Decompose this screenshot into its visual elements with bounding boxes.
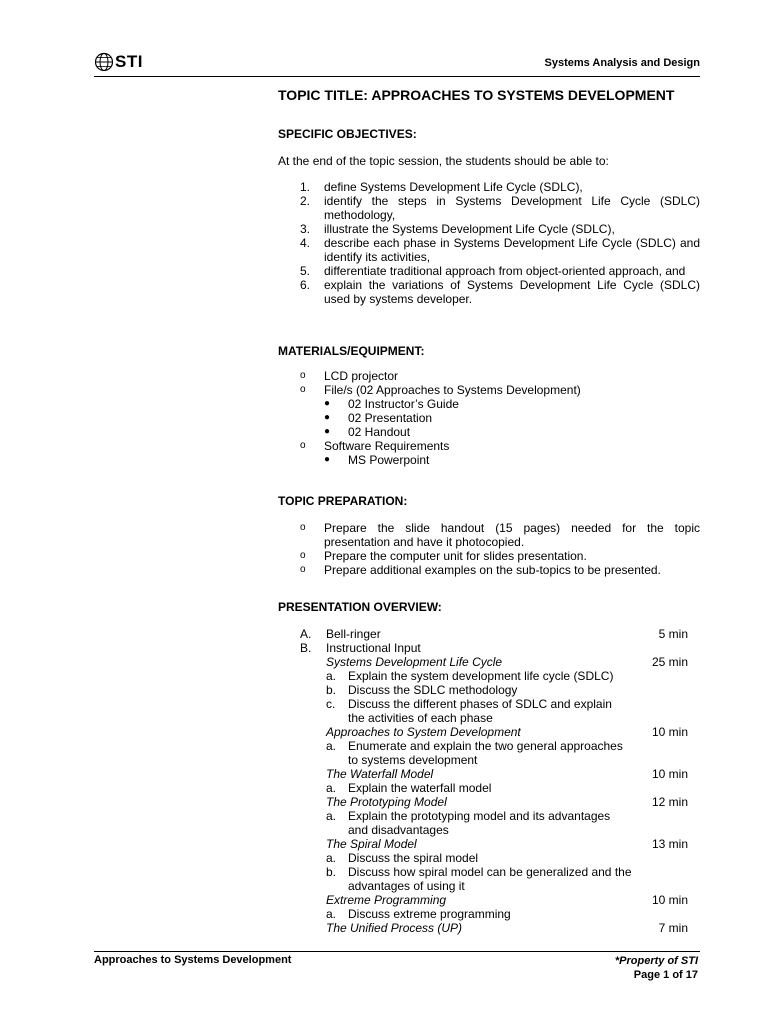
- list-item: o LCD projector: [300, 369, 399, 383]
- list-item: a. Explain the waterfall model: [326, 781, 492, 795]
- footer-divider: [94, 951, 700, 952]
- list-item: ● 02 Handout: [324, 425, 411, 439]
- overview-section: The Prototyping Model 12 min: [326, 795, 688, 809]
- list-item: b. Discuss the SDLC methodology: [326, 683, 518, 697]
- page-number: Page 1 of 17: [633, 969, 698, 981]
- list-item-continuation: to systems development: [348, 753, 478, 767]
- overview-list: [300, 627, 688, 935]
- list-item: a. Discuss the spiral model: [326, 851, 479, 865]
- list-item-continuation: advantages of using it: [348, 879, 465, 893]
- overview-section: The Unified Process (UP) 7 min: [326, 921, 688, 935]
- objectives-heading: SPECIFIC OBJECTIVES:: [278, 127, 417, 141]
- globe-icon: [94, 52, 114, 72]
- footer-topic: Approaches to Systems Development: [94, 954, 292, 966]
- materials-list: [300, 369, 700, 467]
- property-notice: *Property of STI: [614, 955, 698, 967]
- list-item: a. Discuss extreme programming: [326, 907, 511, 921]
- list-item: o Prepare additional examples on the sub-topics to be presented.: [300, 563, 661, 577]
- list-item-continuation: the activities of each phase: [348, 711, 493, 725]
- logo-text: STI: [115, 52, 143, 71]
- sti-logo: [94, 48, 154, 76]
- objectives-list: [300, 180, 700, 306]
- overview-section: Approaches to System Development 10 min: [326, 725, 688, 739]
- list-item: a. Explain the system development life cycle (SDLC): [326, 669, 614, 683]
- overview-section: The Spiral Model 13 min: [326, 837, 688, 851]
- materials-heading: MATERIALS/EQUIPMENT:: [278, 344, 425, 358]
- list-item-continuation: and disadvantages: [348, 823, 449, 837]
- list-item: o Prepare the slide handout (15 pages) needed for the topic presentation and have it photocopied.: [300, 521, 700, 549]
- preparation-list: [300, 521, 700, 577]
- list-item: o Prepare the computer unit for slides presentation.: [300, 549, 587, 563]
- list-item: ● 02 Instructor’s Guide: [324, 397, 459, 411]
- document-header-title: Systems Analysis and Design: [544, 57, 700, 69]
- list-item: a. Explain the prototyping model and its advantages: [326, 809, 611, 823]
- footer-right: [615, 954, 698, 982]
- overview-item-b: B. Instructional Input: [300, 641, 421, 655]
- list-item: 4. describe each phase in Systems Development Life Cycle (SDLC) and identify its activities,: [300, 236, 700, 264]
- list-item: o Software Requirements: [300, 439, 450, 453]
- overview-section: Systems Development Life Cycle 25 min: [326, 655, 688, 669]
- overview-item-a: A. Bell-ringer 5 min: [300, 627, 688, 641]
- preparation-heading: TOPIC PREPARATION:: [278, 494, 408, 508]
- list-item: ● MS Powerpoint: [324, 453, 430, 467]
- overview-section: The Waterfall Model 10 min: [326, 767, 688, 781]
- list-item: 2. identify the steps in Systems Development Life Cycle (SDLC) methodology,: [300, 194, 700, 222]
- list-item: 3. illustrate the Systems Development Life Cycle (SDLC),: [300, 222, 615, 236]
- list-item: 5. differentiate traditional approach from object-oriented approach, and: [300, 264, 686, 278]
- overview-heading: PRESENTATION OVERVIEW:: [278, 600, 442, 614]
- list-item: b. Discuss how spiral model can be generalized and the: [326, 865, 632, 879]
- list-item: 1. define Systems Development Life Cycle (SDLC),: [300, 180, 583, 194]
- objectives-intro: At the end of the topic session, the students should be able to:: [278, 154, 609, 168]
- list-item: 6. explain the variations of Systems Development Life Cycle (SDLC) used by systems developer.: [300, 278, 700, 306]
- list-item: c. Discuss the different phases of SDLC and explain: [326, 697, 612, 711]
- overview-section: Extreme Programming 10 min: [326, 893, 688, 907]
- list-item: ● 02 Presentation: [324, 411, 433, 425]
- topic-title: TOPIC TITLE: APPROACHES TO SYSTEMS DEVELOPMENT: [278, 87, 675, 103]
- header-divider: [94, 76, 700, 77]
- list-item: a. Enumerate and explain the two general approaches: [326, 739, 623, 753]
- list-item: o File/s (02 Approaches to Systems Development): [300, 383, 581, 397]
